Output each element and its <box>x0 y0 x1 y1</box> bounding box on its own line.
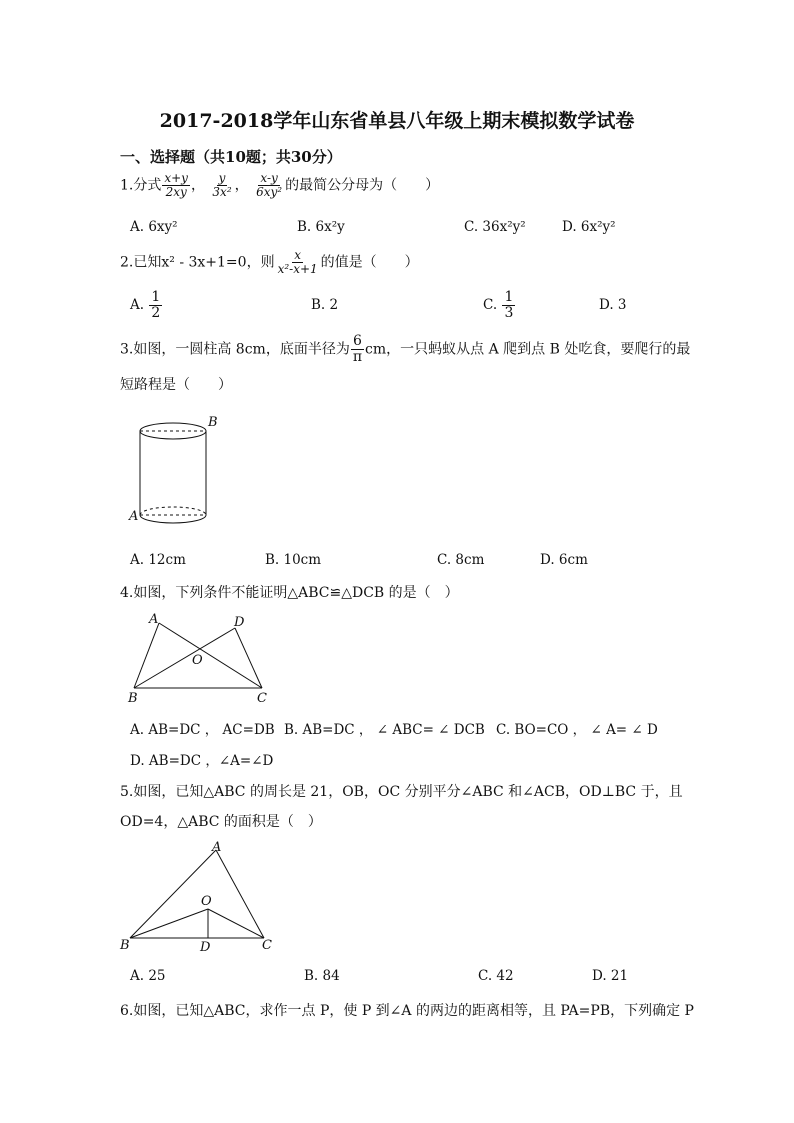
q1-option-c[interactable]: C. 36x²y² <box>464 219 526 235</box>
page-title: 2017-2018学年山东省单县八年级上期末模拟数学试卷 <box>159 110 635 132</box>
question-4: 4.如图，下列条件不能证明△ABC≌△DCB 的是（ ） <box>120 585 459 601</box>
q5-option-d[interactable]: D. 21 <box>592 968 629 984</box>
triangles-figure <box>120 608 280 708</box>
question-3-line-2: 短路程是（ ） <box>120 377 232 393</box>
q2-option-d[interactable]: D. 3 <box>599 297 627 313</box>
q1-option-a[interactable]: A. 6xy² <box>130 219 178 235</box>
q3-fraction: $\frac{6}{\pi}$ <box>352 333 363 365</box>
segment-bo <box>130 909 208 938</box>
point-a-label: A <box>149 612 159 627</box>
point-d-label: D <box>200 940 211 955</box>
point-c-label: C <box>262 938 272 953</box>
cylinder-bottom-back <box>140 507 206 515</box>
q2-option-b[interactable]: B. 2 <box>311 297 339 313</box>
q3-option-c[interactable]: C. 8cm <box>437 552 485 568</box>
q2-fraction: $\frac{x}{\text{x²-x+1}}$ <box>277 248 318 276</box>
point-c-label: C <box>257 691 267 706</box>
triangle-bisector-figure <box>116 838 286 958</box>
cylinder-figure <box>120 410 230 530</box>
segment-ab <box>134 623 159 688</box>
q3-option-d[interactable]: D. 6cm <box>540 552 588 568</box>
q2-option-c[interactable]: C. $\frac{1}{3}$ <box>483 289 514 321</box>
section-heading: 一、选择题（共10题；共30分） <box>120 148 342 166</box>
q1-prefix: 1.分式 <box>120 177 162 194</box>
q1-fraction-3: $\frac{x-y}{\text{6xy²}}$ <box>256 171 283 199</box>
point-o-label: O <box>192 653 203 668</box>
point-a-label: A <box>212 840 222 855</box>
q1-fraction-2: $\frac{y}{\text{3x²}}$ <box>212 171 232 199</box>
question-1: 1.分式 $\frac{x+y}{2xy}$ ， $\frac{y}{\text{3x²}}$ ， $\frac{x-y}{\text{6xy²}}$ 的最简公分母为（ ） <box>120 171 440 199</box>
point-d-label: D <box>234 615 245 630</box>
point-b-label: B <box>128 691 138 706</box>
segment-ac <box>216 850 264 938</box>
q5-option-b[interactable]: B. 84 <box>304 968 340 984</box>
q5-option-c[interactable]: C. 42 <box>478 968 514 984</box>
point-b-label: B <box>120 938 130 953</box>
q5-option-a[interactable]: A. 25 <box>130 968 166 984</box>
segment-ac <box>159 623 262 688</box>
q1-fraction-1: $\frac{x+y}{2xy}$ <box>164 171 188 199</box>
q1-option-d[interactable]: D. 6x²y² <box>562 219 616 235</box>
question-6-line-1: 6.如图，已知△ABC，求作一点 P，使 P 到∠A 的两边的距离相等，且 PA=PB，下列确定 P <box>120 1003 694 1019</box>
q2-prefix: 2.已知x² - 3x+1=0，则 <box>120 254 275 271</box>
question-5-line-2: OD=4，△ABC 的面积是（ ） <box>120 814 322 830</box>
point-a-label: A <box>129 509 139 524</box>
q2-suffix: 的值是（ ） <box>320 254 419 271</box>
q4-option-a[interactable]: A. AB=DC ， AC=DB <box>130 722 275 738</box>
point-o-label: O <box>201 894 212 909</box>
q2-option-a[interactable]: A. $\frac{1}{2}$ <box>130 289 161 321</box>
q3-option-b[interactable]: B. 10cm <box>265 552 322 568</box>
cylinder-bottom-front <box>140 515 206 523</box>
q4-option-c[interactable]: C. BO=CO ， ∠ A= ∠ D <box>496 722 658 738</box>
q3-option-a[interactable]: A. 12cm <box>130 552 186 568</box>
q4-option-b[interactable]: B. AB=DC ， ∠ ABC= ∠ DCB <box>284 722 485 738</box>
question-2 <box>120 249 419 276</box>
q1-option-b[interactable]: B. 6x²y <box>297 219 345 235</box>
q1-suffix: 的最简公分母为（ ） <box>285 177 440 194</box>
q4-option-d[interactable]: D. AB=DC ，∠A=∠D <box>130 753 274 769</box>
segment-db <box>134 628 235 688</box>
point-b-label: B <box>208 415 218 430</box>
question-5-line-1: 5.如图，已知△ABC 的周长是 21，OB，OC 分别平分∠ABC 和∠ACB，OD⊥BC 于，且 <box>120 784 683 800</box>
question-3-line-1: 3.如图，一圆柱高 8cm，底面半径为 $\frac{6}{\pi}$ cm，一只蚂蚁从点 A 爬到点 B 处吃食，要爬行的最 <box>120 333 691 365</box>
